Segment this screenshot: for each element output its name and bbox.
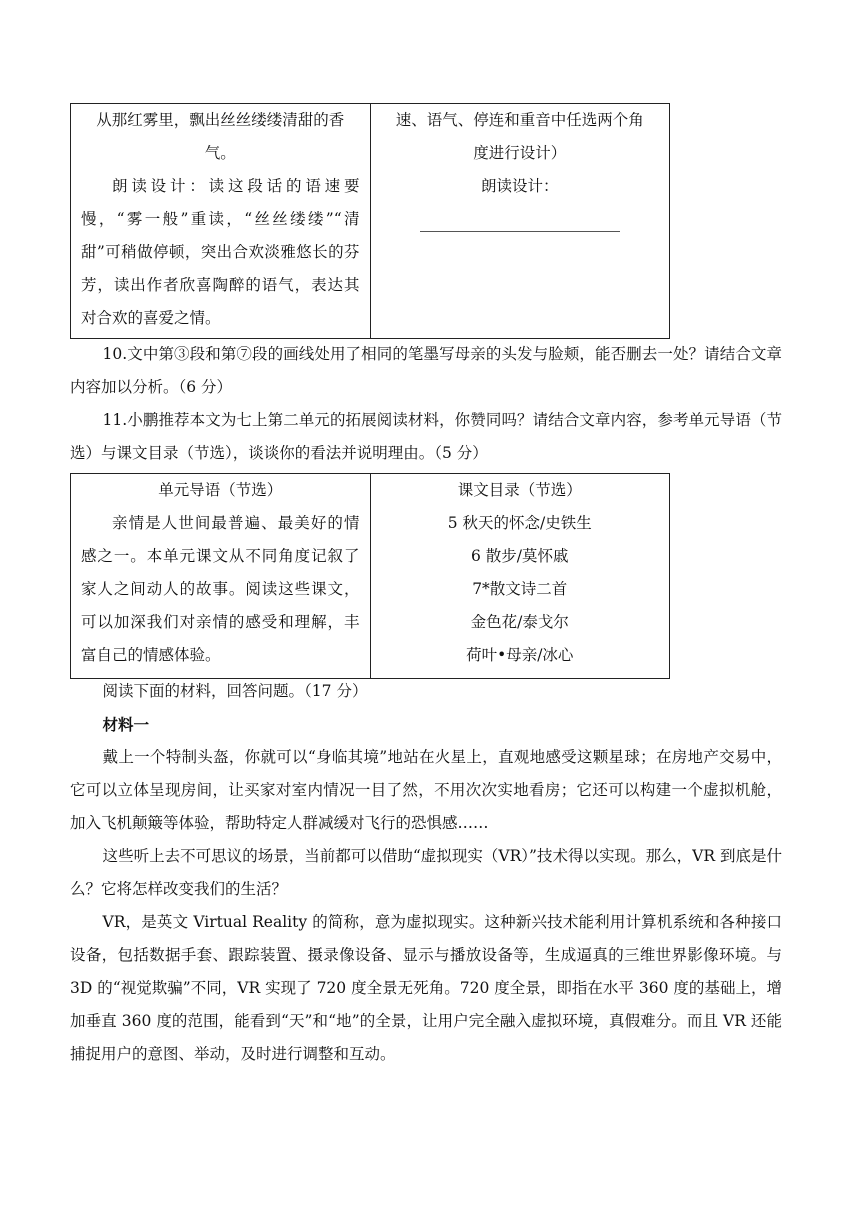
question-10: 10.文中第③段和第⑦段的画线处用了相同的笔墨写母亲的头发与脸颊，能否删去一处？请结合文章内容加以分析。（6 分） [70, 345, 782, 396]
question-11: 11.小鹏推荐本文为七上第二单元的拓展阅读材料，你赞同吗？请结合文章内容，参考单元导语（节选）与课文目录（节选），谈谈你的看法并说明理由。（5 分） [70, 411, 782, 462]
example-reading-design: 朗读设计：读这段话的语速要慢，“雾一般”重读，“丝丝缕缕”“清甜”可稍做停顿，突出合欢淡雅悠长的芬芳，读出作者欣喜陶醉的语气，表达其对合欢的喜爱之情。 [81, 177, 360, 327]
catalog-item: 6 散步/莫怀戚 [470, 547, 569, 565]
task-text-line-1: 速、语气、停连和重音中任选两个角 [395, 111, 644, 129]
unit-reference-table [70, 473, 670, 679]
text-catalog-header: 课文目录（节选） [457, 481, 582, 499]
task-design-label: 朗读设计： [480, 177, 559, 195]
reading-material-block [70, 675, 782, 1071]
catalog-item: 7*散文诗二首 [472, 580, 568, 598]
unit-intro-cell [71, 474, 371, 679]
reading-design-task-cell [370, 104, 670, 339]
text-catalog-cell [370, 474, 670, 679]
material-paragraph: 这些听上去不可思议的场景，当前都可以借助“虚拟现实（VR）”技术得以实现。那么，VR 到底是什么？它将怎样改变我们的生活？ [70, 847, 782, 898]
example-text-line-1: 从那红雾里，飘出丝丝缕缕清甜的香 [96, 111, 345, 129]
material-paragraph: 戴上一个特制头盔，你就可以“身临其境”地站在火星上，直观地感受这颗星球；在房地产交易中，它可以立体呈现房间，让买家对室内情况一目了然，不用次次实地看房；它还可以构建一个虚拟机舱，加入飞机颠簸等体验，帮助特定人群减缓对飞行的恐惧感…… [70, 748, 782, 832]
catalog-item: 荷叶•母亲/冰心 [466, 646, 574, 664]
task-text-line-2: 度进行设计） [473, 144, 567, 162]
reading-design-example-cell [71, 104, 371, 339]
example-text-line-2: 气。 [204, 144, 236, 162]
catalog-item: 5 秋天的怀念/史铁生 [447, 514, 592, 532]
reading-intro: 阅读下面的材料，回答问题。（17 分） [102, 682, 368, 700]
questions-block [70, 338, 782, 470]
unit-intro-header: 单元导语（节选） [158, 481, 283, 499]
catalog-item: 金色花/泰戈尔 [470, 613, 569, 631]
material-paragraph: VR，是英文 Virtual Reality 的简称，意为虚拟现实。这种新兴技术能利用计算机系统和各种接口设备，包括数据手套、跟踪装置、摄录像设备、显示与播放设备等，生成逼真的三维世界影像环境。与 3D 的“视觉欺骗”不同，VR 实现了 720 度全景无死角。720 度全景，即指在水平 360 度的基础上，增加垂直 360 度的范围，能看到“天”和“地”的全景，让用户完全融入虚拟环境，真假难分。而且 VR 还能捕捉用户的意图、举动，及时进行调整和互动。 [70, 913, 782, 1063]
answer-blank-line[interactable] [420, 203, 620, 232]
unit-intro-body: 亲情是人世间最普遍、最美好的情感之一。本单元课文从不同角度记叙了家人之间动人的故事。阅读这些课文，可以加深我们对亲情的感受和理解，丰富自己的情感体验。 [81, 514, 360, 664]
material-heading: 材料一 [102, 715, 150, 734]
reading-design-table [70, 103, 670, 339]
